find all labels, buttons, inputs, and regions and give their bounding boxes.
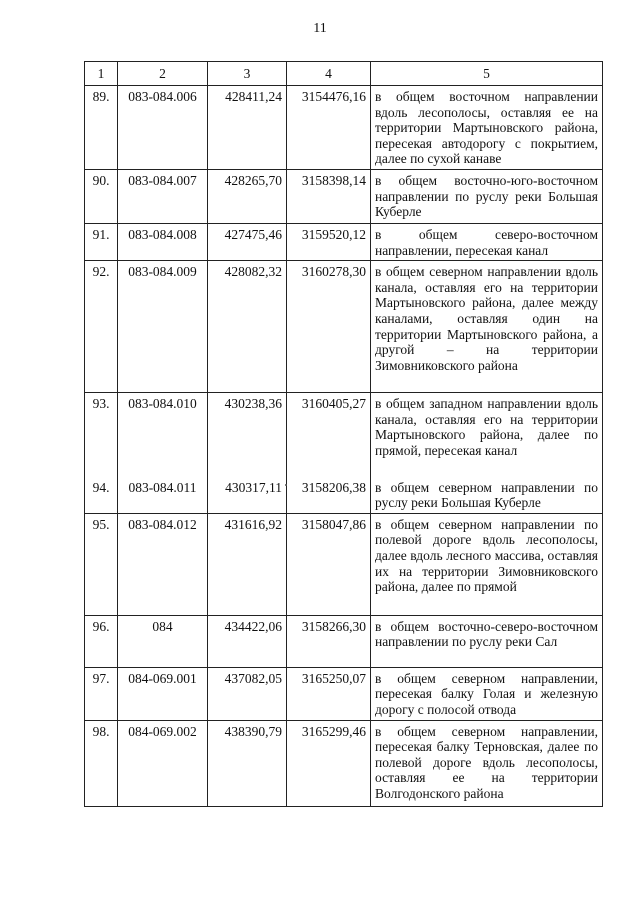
- table-header-row: [85, 62, 603, 86]
- coordinate-x: 437082,05: [208, 667, 287, 720]
- coordinate-x: 431616,92: [208, 513, 287, 615]
- point-code: 083-084.010: [118, 393, 208, 477]
- coordinate-y: 3160278,30: [287, 261, 371, 393]
- coordinate-x: 430238,36: [208, 393, 287, 477]
- row-number: 94.: [85, 477, 118, 514]
- table-row: [85, 393, 603, 477]
- boundary-description: в общем северном направлении, пересекая балку Терновская, далее по полевой дороге вдоль лесополосы, оставляя ее на территории Волгодонского района: [371, 720, 603, 806]
- coordinate-y: 3158398,14: [287, 170, 371, 224]
- table-row: [85, 615, 603, 667]
- point-code: 083-084.007: [118, 170, 208, 224]
- coordinate-y: 3159520,12: [287, 224, 371, 261]
- coordinate-x: 428082,32: [208, 261, 287, 393]
- coordinate-x: 428265,70: [208, 170, 287, 224]
- table-row: [85, 224, 603, 261]
- boundary-description: в общем восточном направлении вдоль лесополосы, оставляя ее на территории Мартыновского района, пересекая автодорогу с покрытием, далее по сухой канаве: [371, 86, 603, 170]
- boundary-description: в общем западном направлении вдоль канала, оставляя его на территории Мартыновского района, далее по прямой, пересекая канал: [371, 393, 603, 477]
- row-number: 95.: [85, 513, 118, 615]
- coordinate-x: 438390,79: [208, 720, 287, 806]
- point-code: 084: [118, 615, 208, 667]
- table-row: [85, 86, 603, 170]
- row-number: 90.: [85, 170, 118, 224]
- table-row: [85, 513, 603, 615]
- point-code: 083-084.012: [118, 513, 208, 615]
- coordinate-y: 3160405,27: [287, 393, 371, 477]
- boundary-description: в общем северном направлении, пересекая балку Голая и железную дорогу с полосой отвода: [371, 667, 603, 720]
- coordinate-y: 3158047,86: [287, 513, 371, 615]
- point-code: 083-084.008: [118, 224, 208, 261]
- coordinate-y: 3154476,16: [287, 86, 371, 170]
- scan-speck: [285, 484, 287, 486]
- point-code: 084-069.002: [118, 720, 208, 806]
- boundary-description: в общем северном направлении вдоль канала, оставляя его на территории Мартыновского района, далее между каналами, оставляя один на территории Мартыновского района, а другой – на территории Зимовниковского района: [371, 261, 603, 393]
- point-code: 084-069.001: [118, 667, 208, 720]
- header-col-4: 4: [287, 62, 371, 86]
- boundary-description: в общем северном направлении по руслу реки Большая Куберле: [371, 477, 603, 514]
- row-number: 91.: [85, 224, 118, 261]
- row-number: 92.: [85, 261, 118, 393]
- point-code: 083-084.006: [118, 86, 208, 170]
- boundary-table: [84, 61, 603, 807]
- page-number: 11: [313, 21, 327, 36]
- coordinate-y: 3165299,46: [287, 720, 371, 806]
- boundary-description: в общем северном направлении по полевой дороге вдоль лесополосы, далее вдоль лесного массива, оставляя их на территории Зимовниковского района, далее по прямой: [371, 513, 603, 615]
- row-number: 89.: [85, 86, 118, 170]
- point-code: 083-084.009: [118, 261, 208, 393]
- header-col-5: 5: [371, 62, 603, 86]
- coordinate-x: 428411,24: [208, 86, 287, 170]
- row-number: 97.: [85, 667, 118, 720]
- coordinate-x: 434422,06: [208, 615, 287, 667]
- header-col-1: 1: [85, 62, 118, 86]
- row-number: 93.: [85, 393, 118, 477]
- coordinate-y: 3158206,38: [287, 477, 371, 514]
- header-col-3: 3: [208, 62, 287, 86]
- coordinate-x: 430317,11: [208, 477, 287, 514]
- boundary-description: в общем восточно-юго-восточном направлении по руслу реки Большая Куберле: [371, 170, 603, 224]
- coordinate-y: 3165250,07: [287, 667, 371, 720]
- coordinate-y: 3158266,30: [287, 615, 371, 667]
- coordinate-x: 427475,46: [208, 224, 287, 261]
- table-body: [85, 86, 603, 807]
- table-row: [85, 170, 603, 224]
- point-code: 083-084.011: [118, 477, 208, 514]
- table-row: [85, 720, 603, 806]
- table-row: [85, 667, 603, 720]
- row-number: 96.: [85, 615, 118, 667]
- boundary-description: в общем северо-восточном направлении, пересекая канал: [371, 224, 603, 261]
- boundary-description: в общем восточно-северо-восточном направлении по руслу реки Сал: [371, 615, 603, 667]
- table-row: [85, 261, 603, 393]
- table-row: [85, 477, 603, 514]
- header-col-2: 2: [118, 62, 208, 86]
- row-number: 98.: [85, 720, 118, 806]
